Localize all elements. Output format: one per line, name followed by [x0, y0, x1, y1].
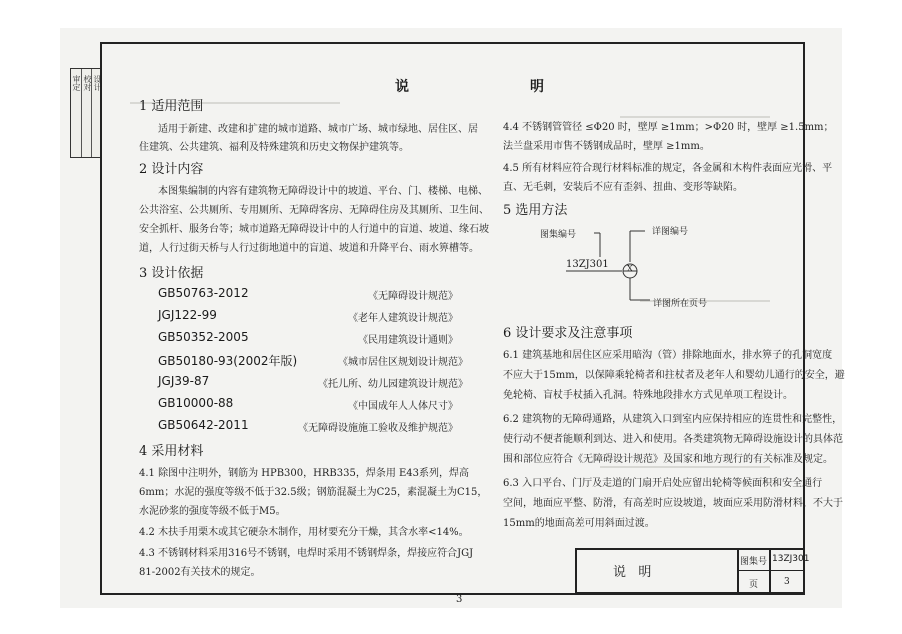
s4-p3-line-2: 81-2002有关技术的规定。	[139, 567, 261, 578]
std-code-5: JGJ39-87	[158, 374, 210, 388]
std-name-1: 《无障碍设计规范》	[368, 291, 458, 302]
title-left-char: 说	[395, 79, 410, 95]
s4-p2-line-1: 4.2 木扶手用栗木或其它硬杂木制作，用材要充分干燥，其含水率<14%。	[139, 527, 469, 538]
title-right-char: 明	[530, 79, 545, 95]
s6-p2-line-3: 围和部位应符合《无障碍设计规范》及国家和地方现行的有关标准及规定。	[503, 454, 833, 465]
s6-p1-line-2: 不应大于15mm，以保障乘轮椅者和拄杖者及老年人和婴幼儿通行的安全，避	[503, 370, 845, 381]
s4-p5-line-1: 4.5 所有材料应符合现行材料标准的规定，各金属和木构件表面应光滑、平	[503, 163, 833, 174]
circle-mark: X	[627, 264, 633, 273]
s4-p5-line-2: 直、无毛刺，安装后不应有歪斜、扭曲、变形等缺陷。	[503, 182, 743, 193]
s6-p3-line-1: 6.3 入口平台、门厅及走道的门扇开启处应留出轮椅等候面积和安全通行	[503, 478, 823, 489]
section-3-heading: 3 设计依据	[139, 266, 204, 281]
s4-p4-line-1: 4.4 不锈钢管管径 ≤Φ20 时，壁厚 ≥1mm；>Φ20 时，壁厚 ≥1.5mm；	[503, 122, 834, 133]
title-block-page: 3	[784, 577, 790, 587]
s6-p1-line-1: 6.1 建筑基地和居住区应采用暗沟（管）排除地面水，排水箅子的孔洞宽度	[503, 350, 833, 361]
label-detail-no: 详图编号	[652, 227, 689, 237]
std-name-2: 《老年人建筑设计规范》	[348, 313, 458, 324]
std-code-3: GB50352-2005	[158, 330, 249, 344]
approval-strip	[70, 68, 102, 158]
std-code-7: GB50642-2011	[158, 418, 249, 432]
s2-line-3: 安全抓杆、服务台等；城市道路无障碍设计中的人行道中的盲道、坡道、缘石坡	[139, 224, 489, 235]
section-2-heading: 2 设计内容	[139, 162, 204, 177]
s6-p2-line-1: 6.2 建筑物的无障碍通路，从建筑入口到室内应保持相应的连贯性和完整性，	[503, 414, 843, 425]
strip-label-2: 校对	[83, 75, 92, 91]
label-page-no: 详图所在页号	[653, 299, 708, 309]
std-name-5: 《托儿所、幼儿园建筑设计规范》	[318, 379, 468, 390]
std-code-4: GB50180-93(2002年版)	[158, 354, 298, 368]
s1-line-1: 适用于新建、改建和扩建的城市道路、城市广场、城市绿地、居住区、居	[158, 124, 478, 135]
std-name-4: 《城市居住区规划设计规范》	[338, 357, 468, 368]
s4-p1-line-3: 水泥砂浆的强度等级不低于M5。	[139, 506, 286, 517]
section-6-heading: 6 设计要求及注意事项	[503, 326, 633, 341]
strip-label-1: 审定	[72, 75, 81, 91]
section-5-heading: 5 选用方法	[503, 203, 568, 218]
s1-line-2: 住建筑、公共建筑、福利及特殊建筑和历史文物保护建筑等。	[139, 142, 409, 153]
title-block-name: 说 明	[613, 565, 652, 580]
std-name-3: 《民用建筑设计通则》	[358, 335, 458, 346]
s2-line-4: 道，人行过街天桥与人行过街地道中的盲道、坡道和升降平台、雨水箅槽等。	[139, 243, 479, 254]
s4-p1-line-2: 6mm；水泥的强度等级不低于32.5级；钢筋混凝土为C25，素混凝土为C15，	[139, 487, 488, 498]
std-code-1: GB50763-2012	[158, 286, 249, 300]
diagram-code: 13ZJ301	[566, 259, 609, 270]
s2-line-2: 公共浴室、公共厕所、专用厕所、无障碍客房、无障碍住房及其厕所、卫生间、	[139, 205, 489, 216]
title-block-atlas-no: 13ZJ301	[772, 554, 810, 564]
std-code-6: GB10000-88	[158, 396, 234, 410]
title-block	[575, 548, 810, 594]
s4-p4-line-2: 法兰盘采用市售不锈钢成品时，壁厚 ≥1mm。	[503, 141, 710, 152]
strip-label-3: 设计	[93, 75, 102, 91]
s4-p1-line-1: 4.1 除图中注明外，钢筋为 HPB300，HRB335，焊条用 E43系列，焊高	[139, 468, 470, 479]
section-1-heading: 1 适用范围	[139, 99, 204, 114]
title-block-atlas-label: 图集号	[740, 557, 768, 567]
title-block-page-label: 页	[749, 580, 759, 590]
s6-p1-line-3: 免轮椅、盲杖手杖插入孔洞。特殊地段排水方式见单项工程设计。	[503, 390, 793, 401]
std-name-6: 《中国成年人人体尺寸》	[348, 401, 458, 412]
s6-p2-line-2: 使行动不便者能顺利到达、进入和使用。各类建筑物无障碍设施设计的具体范	[503, 434, 843, 445]
std-name-7: 《无障碍设施施工验收及维护规范》	[298, 423, 458, 434]
label-drawing-no: 图集编号	[540, 230, 577, 240]
s6-p3-line-2: 空间，地面应平整、防滑，有高差时应设坡道，坡面应采用防滑材料，不大于	[503, 498, 843, 509]
section-4-heading: 4 采用材料	[139, 444, 204, 459]
s4-p3-line-1: 4.3 不锈钢材料采用316号不锈钢，电焊时采用不锈钢焊条，焊接应符合JGJ	[139, 548, 474, 559]
page-number: 3	[456, 594, 463, 605]
index-symbol-diagram	[560, 226, 660, 306]
s2-line-1: 本图集编制的内容有建筑物无障碍设计中的坡道、平台、门、楼梯、电梯、	[158, 186, 488, 197]
std-code-2: JGJ122-99	[158, 308, 217, 322]
s6-p3-line-3: 15mm的地面高差可用斜面过渡。	[503, 518, 655, 529]
